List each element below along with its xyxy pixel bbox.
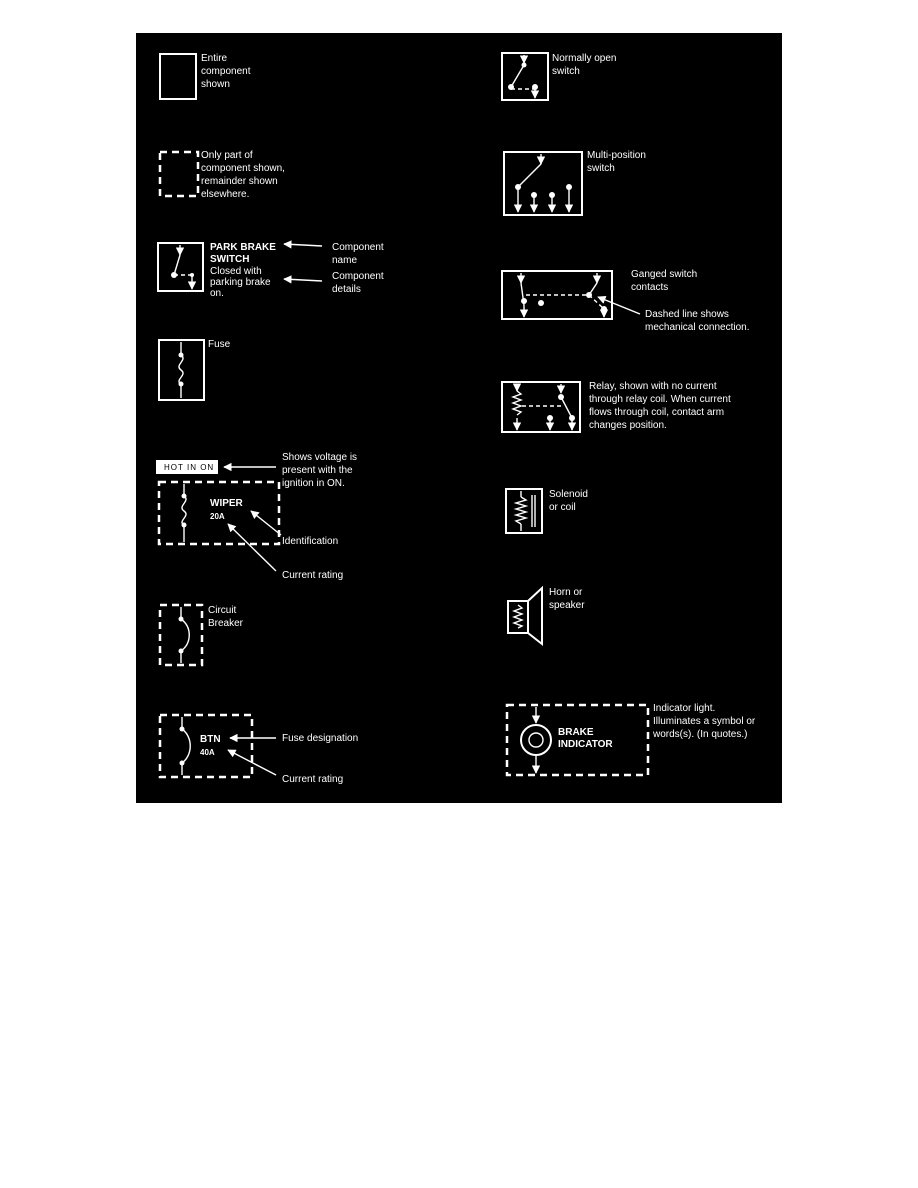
park-brake-component-name: PARK BRAKE SWITCH: [210, 242, 276, 265]
partial-component-symbol: [160, 152, 198, 196]
component-details-arrow: [284, 279, 322, 281]
wiper-name: WIPER: [210, 498, 243, 509]
symbol-legend: [136, 33, 782, 803]
btn-name: BTN: [200, 734, 221, 745]
fuse-symbol: [159, 340, 204, 400]
ganged-switch-symbol: [502, 271, 612, 319]
identification-callout: Identification: [282, 536, 339, 547]
current-rating-callout-1: Current rating: [282, 570, 344, 581]
circuit-breaker-symbol: [160, 605, 202, 665]
multi-position-switch-symbol: [504, 152, 582, 215]
fuse-label: Fuse: [208, 339, 231, 350]
indicator-light-description: Indicator light. Illuminates a symbol or words(s). (In quotes.): [653, 703, 756, 740]
hot-in-on-text: HOT IN ON: [164, 463, 215, 472]
horn-symbol: [508, 588, 542, 644]
partial-component-label: Only part of component shown, remainder shown elsewhere.: [201, 150, 285, 200]
btn-rating: 40A: [200, 748, 215, 757]
relay-label: Relay, shown with no current through relay coil. When current flows through coil, contact arm changes position.: [589, 381, 731, 431]
solenoid-label: Solenoid or coil: [549, 489, 588, 513]
fuse-designation-callout: Fuse designation: [282, 733, 359, 744]
component-name-arrow: [284, 244, 322, 246]
normally-open-label: Normally open switch: [552, 53, 617, 77]
legend-diagram: [136, 33, 782, 803]
wiper-rating: 20A: [210, 512, 225, 521]
park-brake-switch-symbol: [158, 243, 203, 291]
current-rating-callout-2: Current rating: [282, 774, 344, 785]
relay-symbol: [502, 382, 580, 432]
horn-label: Horn or speaker: [549, 587, 585, 611]
voltage-note: Shows voltage is present with the ignition in ON.: [282, 452, 358, 489]
park-brake-component-details: Closed with parking brake on.: [210, 266, 271, 299]
multi-position-label: Multi-position switch: [587, 150, 646, 174]
circuit-breaker-label: Circuit Breaker: [208, 605, 244, 629]
current-rating-arrow-1: [228, 524, 276, 571]
entire-component-symbol: [160, 54, 196, 99]
dashed-line-label: Dashed line shows mechanical connection.: [645, 309, 750, 333]
identification-arrow: [251, 511, 281, 535]
brake-indicator-label: BRAKE INDICATOR: [558, 727, 613, 750]
normally-open-switch-symbol: [502, 53, 548, 100]
component-details-callout: Component details: [332, 271, 384, 295]
btn-fuse-symbol: [160, 715, 252, 777]
solenoid-symbol: [506, 489, 542, 533]
entire-component-label: Entire component shown: [201, 53, 251, 90]
ganged-switch-label: Ganged switch contacts: [631, 269, 698, 293]
component-name-callout: Component name: [332, 242, 384, 266]
